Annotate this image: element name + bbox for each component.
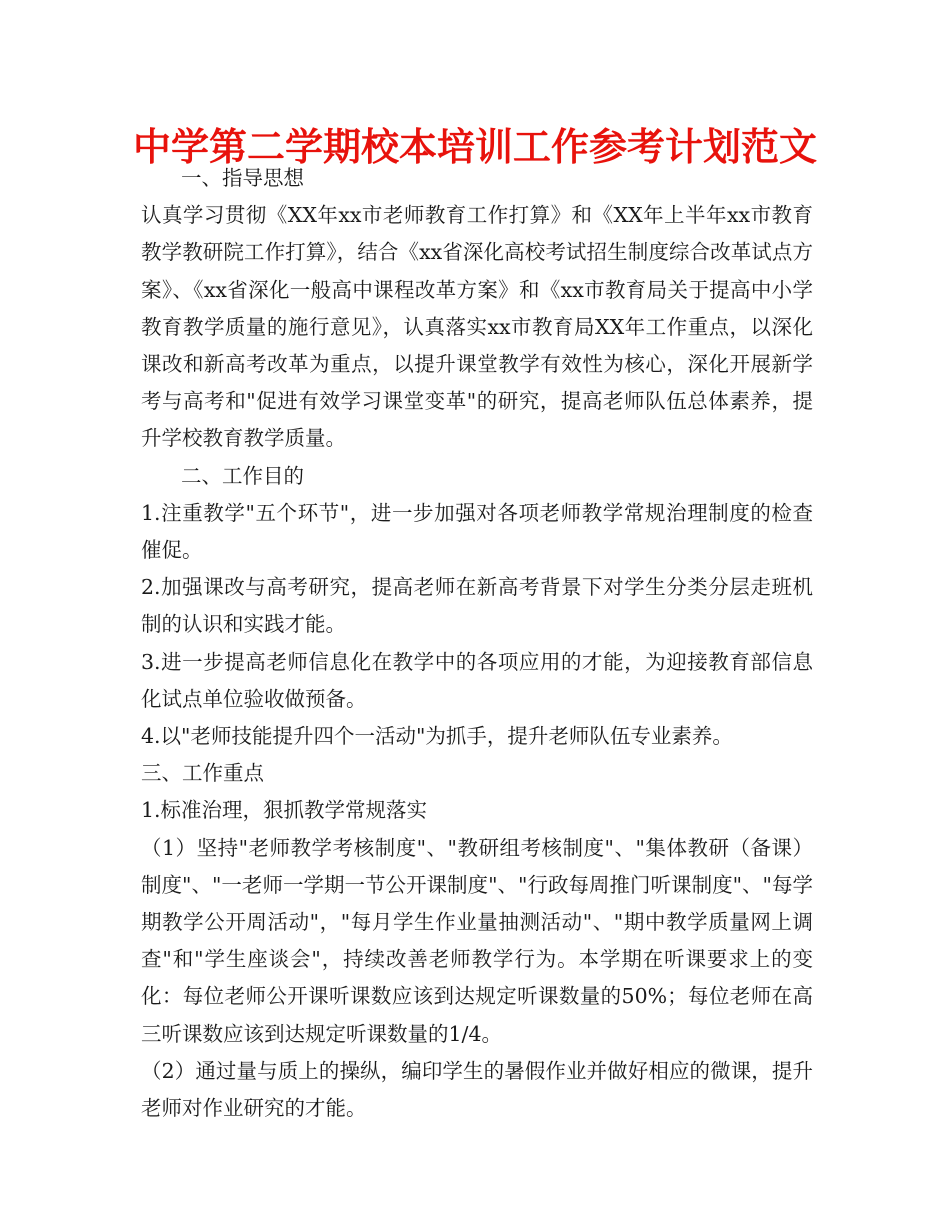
paragraph: （1）坚持"老师教学考核制度"、"教研组考核制度"、"集体教研（备课）制度"、"一老师一学期一节公开课制度"、"行政每周推门听课制度"、"每学期教学公开周活动"，"每月学生作业量抽测活动"、"期中教学质量网上调查"和"学生座谈会"，持续改善老师教学行为。本学期在听课要求上的变化：每位老师公开课听课数应该到达规定听课数量的50%；每位老师在高三听课数应该到达规定听课数量的1/4。: [141, 835, 813, 1046]
list-item: 1.注重教学"五个环节"，进一步加强对各项老师教学常规治理制度的检查催促。: [141, 500, 813, 563]
list-item: 3.进一步提高老师信息化在教学中的各项应用的才能，为迎接教育部信息化试点单位验收做预备。: [141, 649, 813, 711]
document-body: [141, 160, 813, 1127]
section-heading: 三、工作重点: [141, 761, 264, 786]
list-item: 4.以"老师技能提升四个一活动"为抓手，提升老师队伍专业素养。: [141, 724, 733, 749]
section-heading: 一、指导思想: [181, 166, 304, 190]
paragraph: （2）通过量与质上的操纵，编印学生的暑假作业并做好相应的微课，提升老师对作业研究的才能。: [141, 1058, 813, 1121]
paragraph: 认真学习贯彻《XX年xx市老师教育工作打算》和《XX年上半年xx市教育教学教研院工作打算》，结合《xx省深化高校考试招生制度综合改革试点方案》、《xx省深化一般高中课程改革方案》和《xx市教育局关于提高中小学教育教学质量的施行意见》，认真落实xx市教育局XX年工作重点，以深化课改和新高考改革为重点，以提升课堂教学有效性为核心，深化开展新学考与高考和"促进有效学习课堂变革"的研究，提高老师队伍总体素养，提升学校教育教学质量。: [141, 203, 813, 451]
document-title: 中学第二学期校本培训工作参考计划范文: [132, 125, 817, 169]
section-heading: 二、工作目的: [181, 463, 304, 488]
list-item: 2.加强课改与高考研究，提高老师在新高考背景下对学生分类分层走班机制的认识和实践才能。: [141, 575, 813, 637]
subsection-heading: 1.标准治理，狠抓教学常规落实: [141, 798, 428, 823]
